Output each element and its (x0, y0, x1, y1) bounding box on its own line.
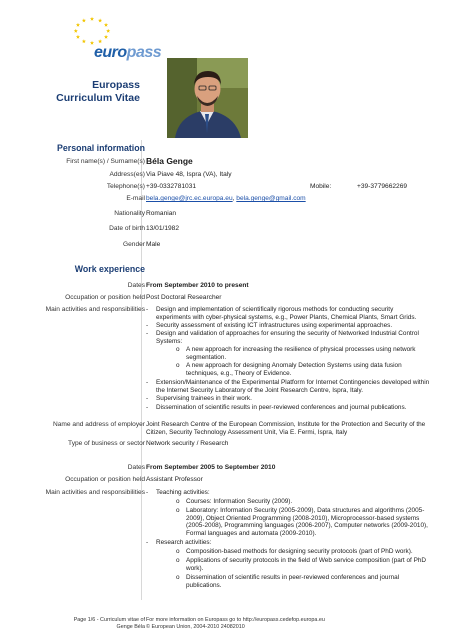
dob-value: 13/01/1982 (146, 225, 180, 232)
address-value: Via Piave 48, Ispra (VA), Italy (146, 171, 232, 178)
job1-activity: Extension/Maintenance of the Experimental Platform for Internet Contingencies developed within the Internet Security Laboratory of the Joint Research Centre, Ispra, Italy. (156, 379, 430, 394)
gender-value: Male (146, 241, 161, 248)
cv-title-line1: Europass (92, 79, 140, 91)
job1-activity: Design and validation of approaches for ensuring the security of Networked Industrial Control Systems: (156, 330, 419, 345)
job1-dates-label: Dates (127, 282, 145, 289)
job2-sub-activity: Laboratory: Information Security (2005-2009), Data structures and algorithms (2005- 2009), Object Oriented Programming (2008-2010), Microprocessor-based systems (2005-2008), Programming languages (2006-2007), Computer networks (2009-2010), Formal languages and automata (2009-2010). (186, 507, 428, 537)
star-icon (76, 23, 80, 27)
job1-sub-activity: A new approach for increasing the resilience of physical processes using network segmentation. (186, 346, 416, 361)
job2-dates-label: Dates (127, 464, 145, 471)
logo-wordmark: europass (94, 44, 162, 61)
job1-employer-label: Name and address of employer (53, 421, 145, 428)
bullet-circle: o (176, 498, 180, 505)
job1-dates: From September 2010 to present (146, 282, 249, 289)
email-label: E-mail (126, 195, 145, 202)
star-icon (104, 23, 108, 27)
job2-occupation-label: Occupation or position held (65, 476, 145, 483)
mobile-value: +39-3779662269 (357, 183, 408, 190)
column-divider (141, 140, 142, 600)
email-link-personal[interactable]: bela.genge@gmail.com (236, 195, 306, 202)
bullet-dash: - (146, 404, 149, 411)
star-icon (104, 35, 108, 39)
job1-activities-label: Main activities and responsibilities (45, 306, 145, 313)
star-icon (98, 39, 102, 43)
footer-europass-info: For more information on Europass go to http://europass.cedefop.europa.eu © European Union, 2004-2010 24082010 (146, 617, 325, 630)
job1-activity: Security assessment of existing ICT infrastructures using experimental approaches. (156, 322, 393, 329)
job1-activity: Design and implementation of scientifically rigorous methods for conducting security experiments with cyber-physical systems, e.g., Power Plants, Chemical Plants, Smart Grids. (156, 306, 417, 321)
address-label: Address(es) (109, 171, 145, 178)
job2-activities-label: Main activities and responsibilities (45, 489, 145, 496)
star-icon (76, 35, 80, 39)
job1-occupation-label: Occupation or position held (65, 294, 145, 301)
bullet-dash: - (146, 379, 149, 386)
job2-sub-activity: Dissemination of scientific results in peer-reviewed conferences and journal publications. (186, 574, 400, 589)
bullet-circle: o (176, 346, 180, 353)
bullet-dash: - (146, 306, 149, 313)
cv-title-line2: Curriculum Vitae (56, 92, 140, 104)
full-name: Béla Genge (146, 156, 193, 166)
bullet-circle: o (176, 507, 180, 514)
job2-dates: From September 2005 to September 2010 (146, 464, 276, 471)
star-icon (82, 18, 86, 22)
email-link-work[interactable]: bela.genge@jrc.ec.europa.eu (146, 195, 233, 202)
job1-business: Network security / Research (146, 440, 229, 447)
job1-activity: Dissemination of scientific results in peer-reviewed conferences and journal publications. (156, 404, 407, 411)
job1-employer: Joint Research Centre of the European Commission, Institute for the Protection and Security of the Citizen, Security Technology Assessment Unit, Via E. Fermi, Ispra, Italy (146, 421, 426, 436)
star-icon (98, 18, 102, 22)
bullet-circle: o (176, 362, 180, 369)
bullet-dash: - (146, 330, 149, 337)
bullet-dash: - (146, 322, 149, 329)
section-work-experience: Work experience (74, 264, 145, 274)
telephone-label: Telephone(s) (106, 183, 145, 190)
bullet-dash: - (146, 539, 149, 546)
bullet-circle: o (176, 574, 180, 581)
telephone-value: +39-0332781031 (146, 183, 197, 190)
profile-photo (167, 58, 248, 138)
job2-sub-activity: Applications of security protocols in the field of Web service composition (part of PhD work). (186, 557, 426, 572)
job2-sub-activity: Composition-based methods for designing security protocols (part of PhD work). (186, 548, 413, 555)
job2-activity: Teaching activities: (156, 489, 210, 496)
job2-position: Assistant Professor (146, 476, 203, 483)
section-personal-information: Personal information (57, 143, 145, 153)
job2-sub-activity: Courses: Information Security (2009). (186, 498, 293, 505)
name-label: First name(s) / Surname(s) (66, 158, 145, 165)
bullet-dash: - (146, 395, 149, 402)
star-icon (106, 29, 110, 33)
star-circle-icon (58, 14, 118, 46)
bullet-circle: o (176, 548, 180, 555)
job1-activity: Supervising trainees in their work. (156, 395, 252, 402)
star-icon (82, 39, 86, 43)
job1-business-label: Type of business or sector (68, 440, 145, 447)
footer-page-info: Page 1/6 - Curriculum vitae of Genge Béla (73, 617, 145, 630)
nationality-value: Romanian (146, 210, 177, 217)
job2-activity: Research activities: (156, 539, 212, 546)
gender-label: Gender (123, 241, 145, 248)
bullet-circle: o (176, 557, 180, 564)
star-icon (74, 29, 78, 33)
star-icon (90, 17, 94, 21)
dob-label: Date of birth (109, 225, 145, 232)
mobile-label: Mobile: (310, 183, 332, 190)
job1-position: Post Doctoral Researcher (146, 294, 222, 301)
email-values: bela.genge@jrc.ec.europa.eu, bela.genge@gmail.com (146, 195, 306, 202)
bullet-dash: - (146, 489, 149, 496)
nationality-label: Nationality (114, 210, 145, 217)
job1-sub-activity: A new approach for designing Anomaly Detection Systems using data fusion techniques, e.g., Theory of Evidence. (186, 362, 402, 377)
